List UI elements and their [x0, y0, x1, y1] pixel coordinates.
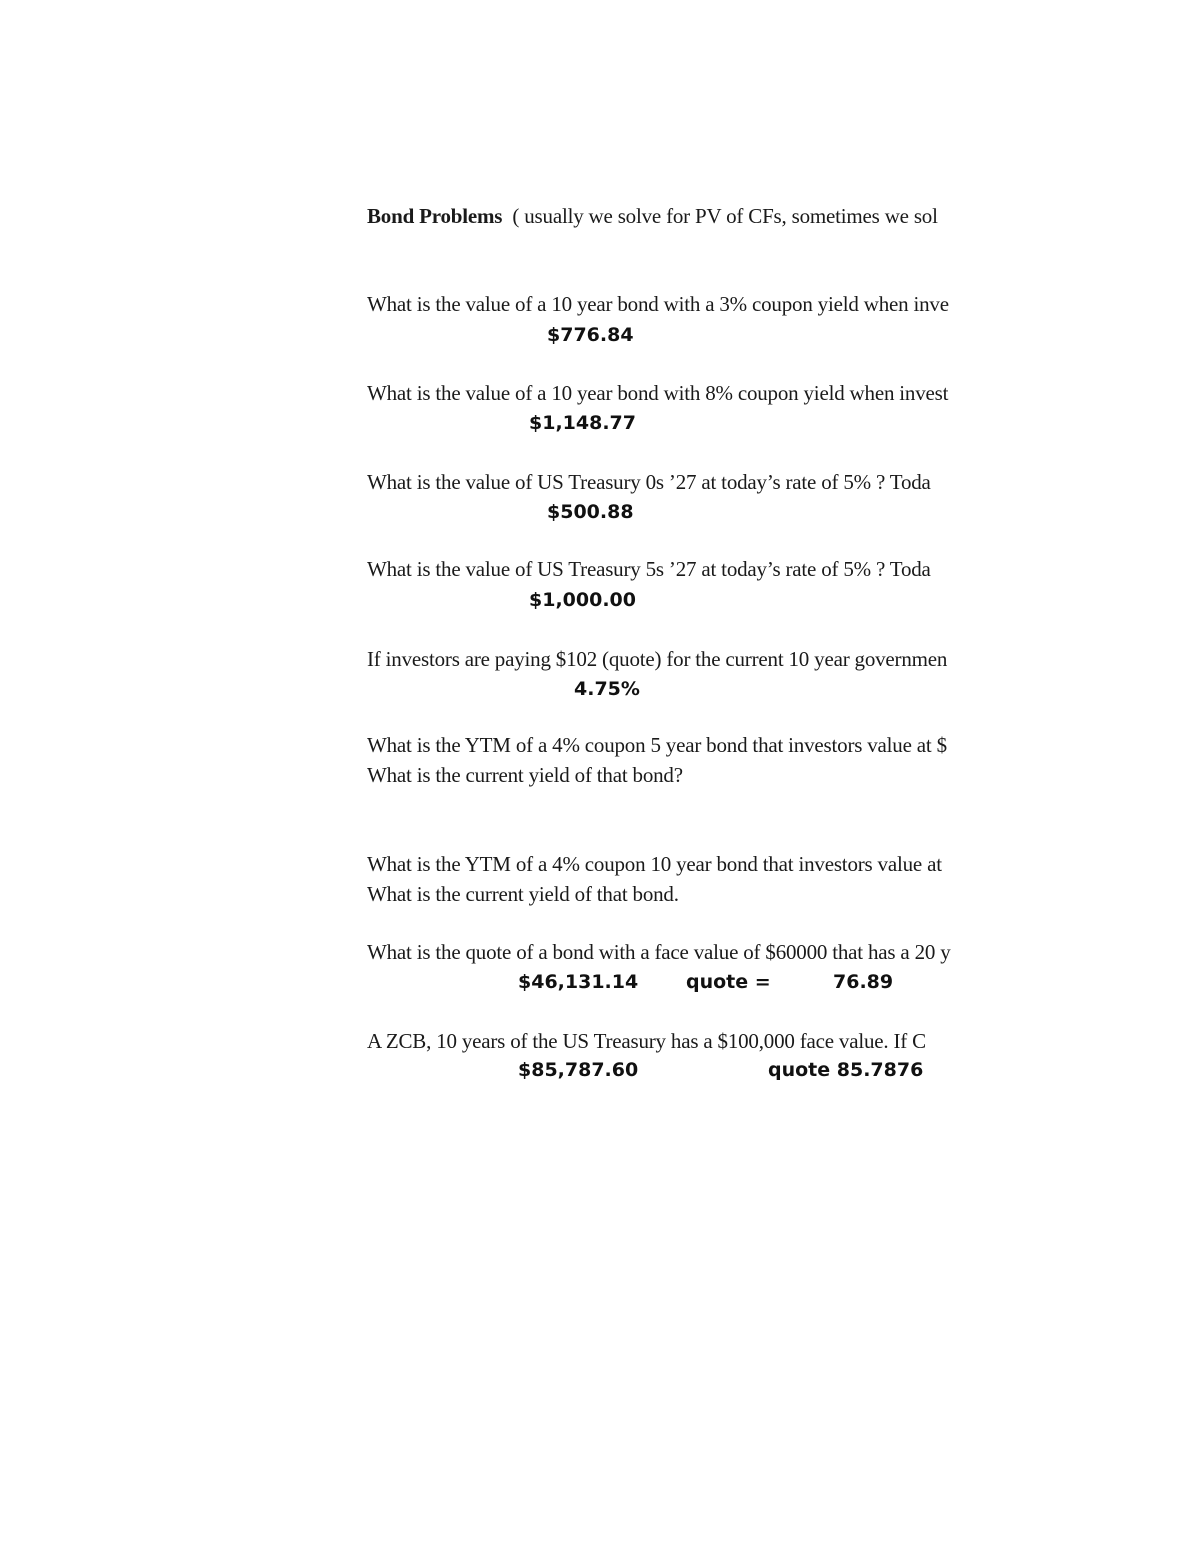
heading-line	[367, 204, 938, 229]
quote-value-8: 76.89	[833, 971, 894, 993]
question-7-followup: What is the current yield of that bond.	[367, 882, 679, 906]
question-8: What is the quote of a bond with a face value of $60000 that has a 20 y	[367, 940, 951, 964]
question-7: What is the YTM of a 4% coupon 10 year bond that investors value at	[367, 852, 942, 876]
answer-2: $1,148.77	[529, 412, 636, 434]
question-9: A ZCB, 10 years of the US Treasury has a $100,000 face value. If C	[367, 1029, 926, 1053]
question-3: What is the value of US Treasury 0s ’27 at today’s rate of 5% ? Toda	[367, 470, 931, 494]
answer-5: 4.75%	[574, 678, 640, 700]
quote-9: quote 85.7876	[768, 1059, 924, 1081]
answer-3: $500.88	[547, 501, 634, 523]
quote-label-8: quote =	[686, 971, 771, 993]
question-6: What is the YTM of a 4% coupon 5 year bond that investors value at $	[367, 733, 947, 757]
question-6-followup: What is the current yield of that bond?	[367, 763, 683, 787]
answer-8: $46,131.14	[518, 971, 639, 993]
page-title: Bond Problems	[367, 204, 503, 228]
title-note: ( usually we solve for PV of CFs, sometimes we sol	[512, 204, 938, 228]
question-1: What is the value of a 10 year bond with a 3% coupon yield when inve	[367, 292, 949, 316]
question-4: What is the value of US Treasury 5s ’27 at today’s rate of 5% ? Toda	[367, 557, 931, 581]
answer-1: $776.84	[547, 324, 634, 346]
text-column	[367, 190, 1022, 1110]
question-5: If investors are paying $102 (quote) for the current 10 year governmen	[367, 647, 948, 671]
answer-9: $85,787.60	[518, 1059, 639, 1081]
answer-4: $1,000.00	[529, 589, 636, 611]
question-2: What is the value of a 10 year bond with 8% coupon yield when invest	[367, 381, 949, 405]
